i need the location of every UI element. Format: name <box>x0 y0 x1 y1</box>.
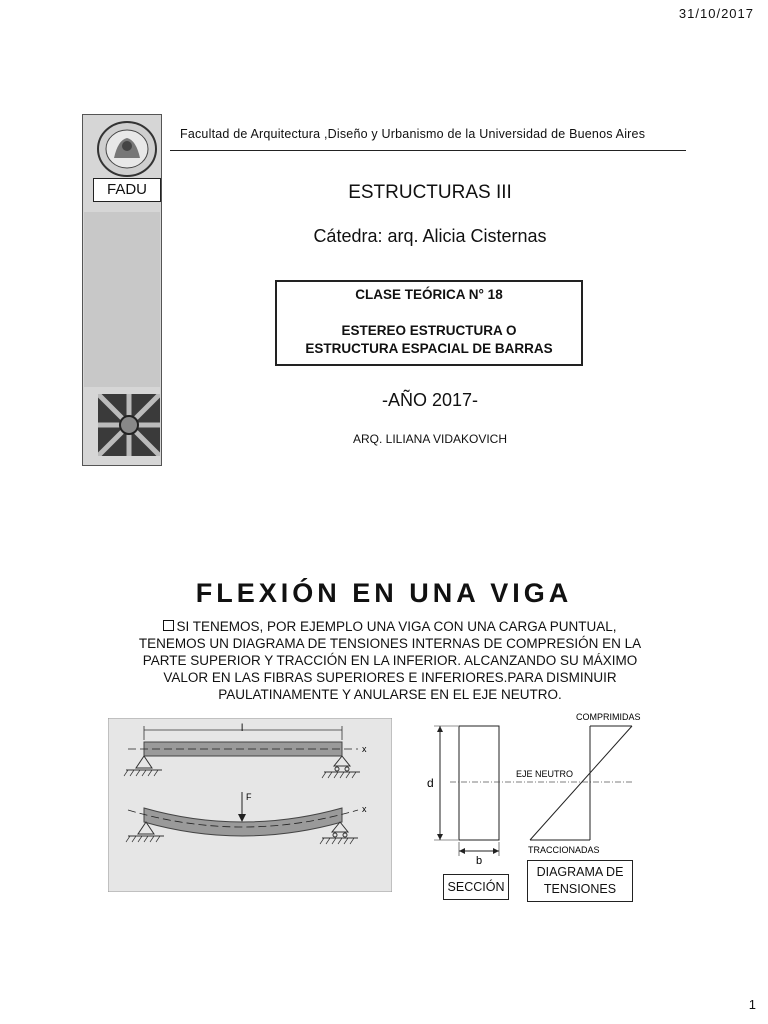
top-axis-label: x <box>362 744 367 754</box>
class-topic-line2: ESTRUCTURA ESPACIAL DE BARRAS <box>305 341 553 356</box>
bottom-axis-label: x <box>362 804 367 814</box>
sidebar-grey-block <box>84 212 160 387</box>
width-label: b <box>476 855 483 867</box>
class-title-box <box>275 280 583 366</box>
slide-title: FLEXIÓN EN UNA VIGA <box>195 578 573 608</box>
year-label: -AÑO 2017- <box>381 390 479 410</box>
explanation-text: SI TENEMOS, POR EJEMPLO UNA VIGA CON UNA CARGA PUNTUAL, TENEMOS UN DIAGRAMA DE TENSIONES INTERNAS DE COMPRESIÓN EN LA PARTE SUPERIOR Y TRACCIÓN EN LA INFERIOR. ALCANZANDO SU MÁXIMO VALOR EN LAS FIBRAS SUPERIORES E INFERIORES.PARA DISMINUIR PAULATINAMENTE Y ANULARSE EN EL EJE NEUTRO. <box>138 619 642 702</box>
class-topic-line1: ESTEREO ESTRUCTURA O <box>341 323 517 338</box>
chair-name: Cátedra: arq. Alicia Cisternas <box>313 226 547 246</box>
height-label: d <box>427 776 434 790</box>
structure-photo-icon <box>98 394 160 456</box>
beam-illustration <box>108 718 392 892</box>
slide-date: 31/10/2017 <box>678 6 754 21</box>
university-seal-icon <box>96 120 158 178</box>
course-title: ESTRUCTURAS III <box>348 182 512 203</box>
checkbox-bullet-icon <box>163 620 174 631</box>
section-caption: SECCIÓN <box>443 874 509 900</box>
beam-length-label: l <box>241 723 244 734</box>
header-divider <box>170 150 686 151</box>
fadu-logo-label: FADU <box>93 178 161 202</box>
compressed-label: COMPRIMIDAS <box>576 712 641 722</box>
page-number: 1 <box>748 997 756 1012</box>
faculty-name: Facultad de Arquitectura ,Diseño y Urbanismo de la Universidad de Buenos Aires <box>180 127 646 141</box>
stress-diagram-caption: DIAGRAMA DE TENSIONES <box>527 860 633 902</box>
force-label: F <box>246 792 252 802</box>
class-number: CLASE TEÓRICA N° 18 <box>355 287 503 302</box>
tensioned-label: TRACCIONADAS <box>528 845 600 855</box>
neutral-axis-label: EJE NEUTRO <box>516 769 574 779</box>
explanation-paragraph <box>130 618 650 703</box>
author-name: ARQ. LILIANA VIDAKOVICH <box>352 432 508 446</box>
